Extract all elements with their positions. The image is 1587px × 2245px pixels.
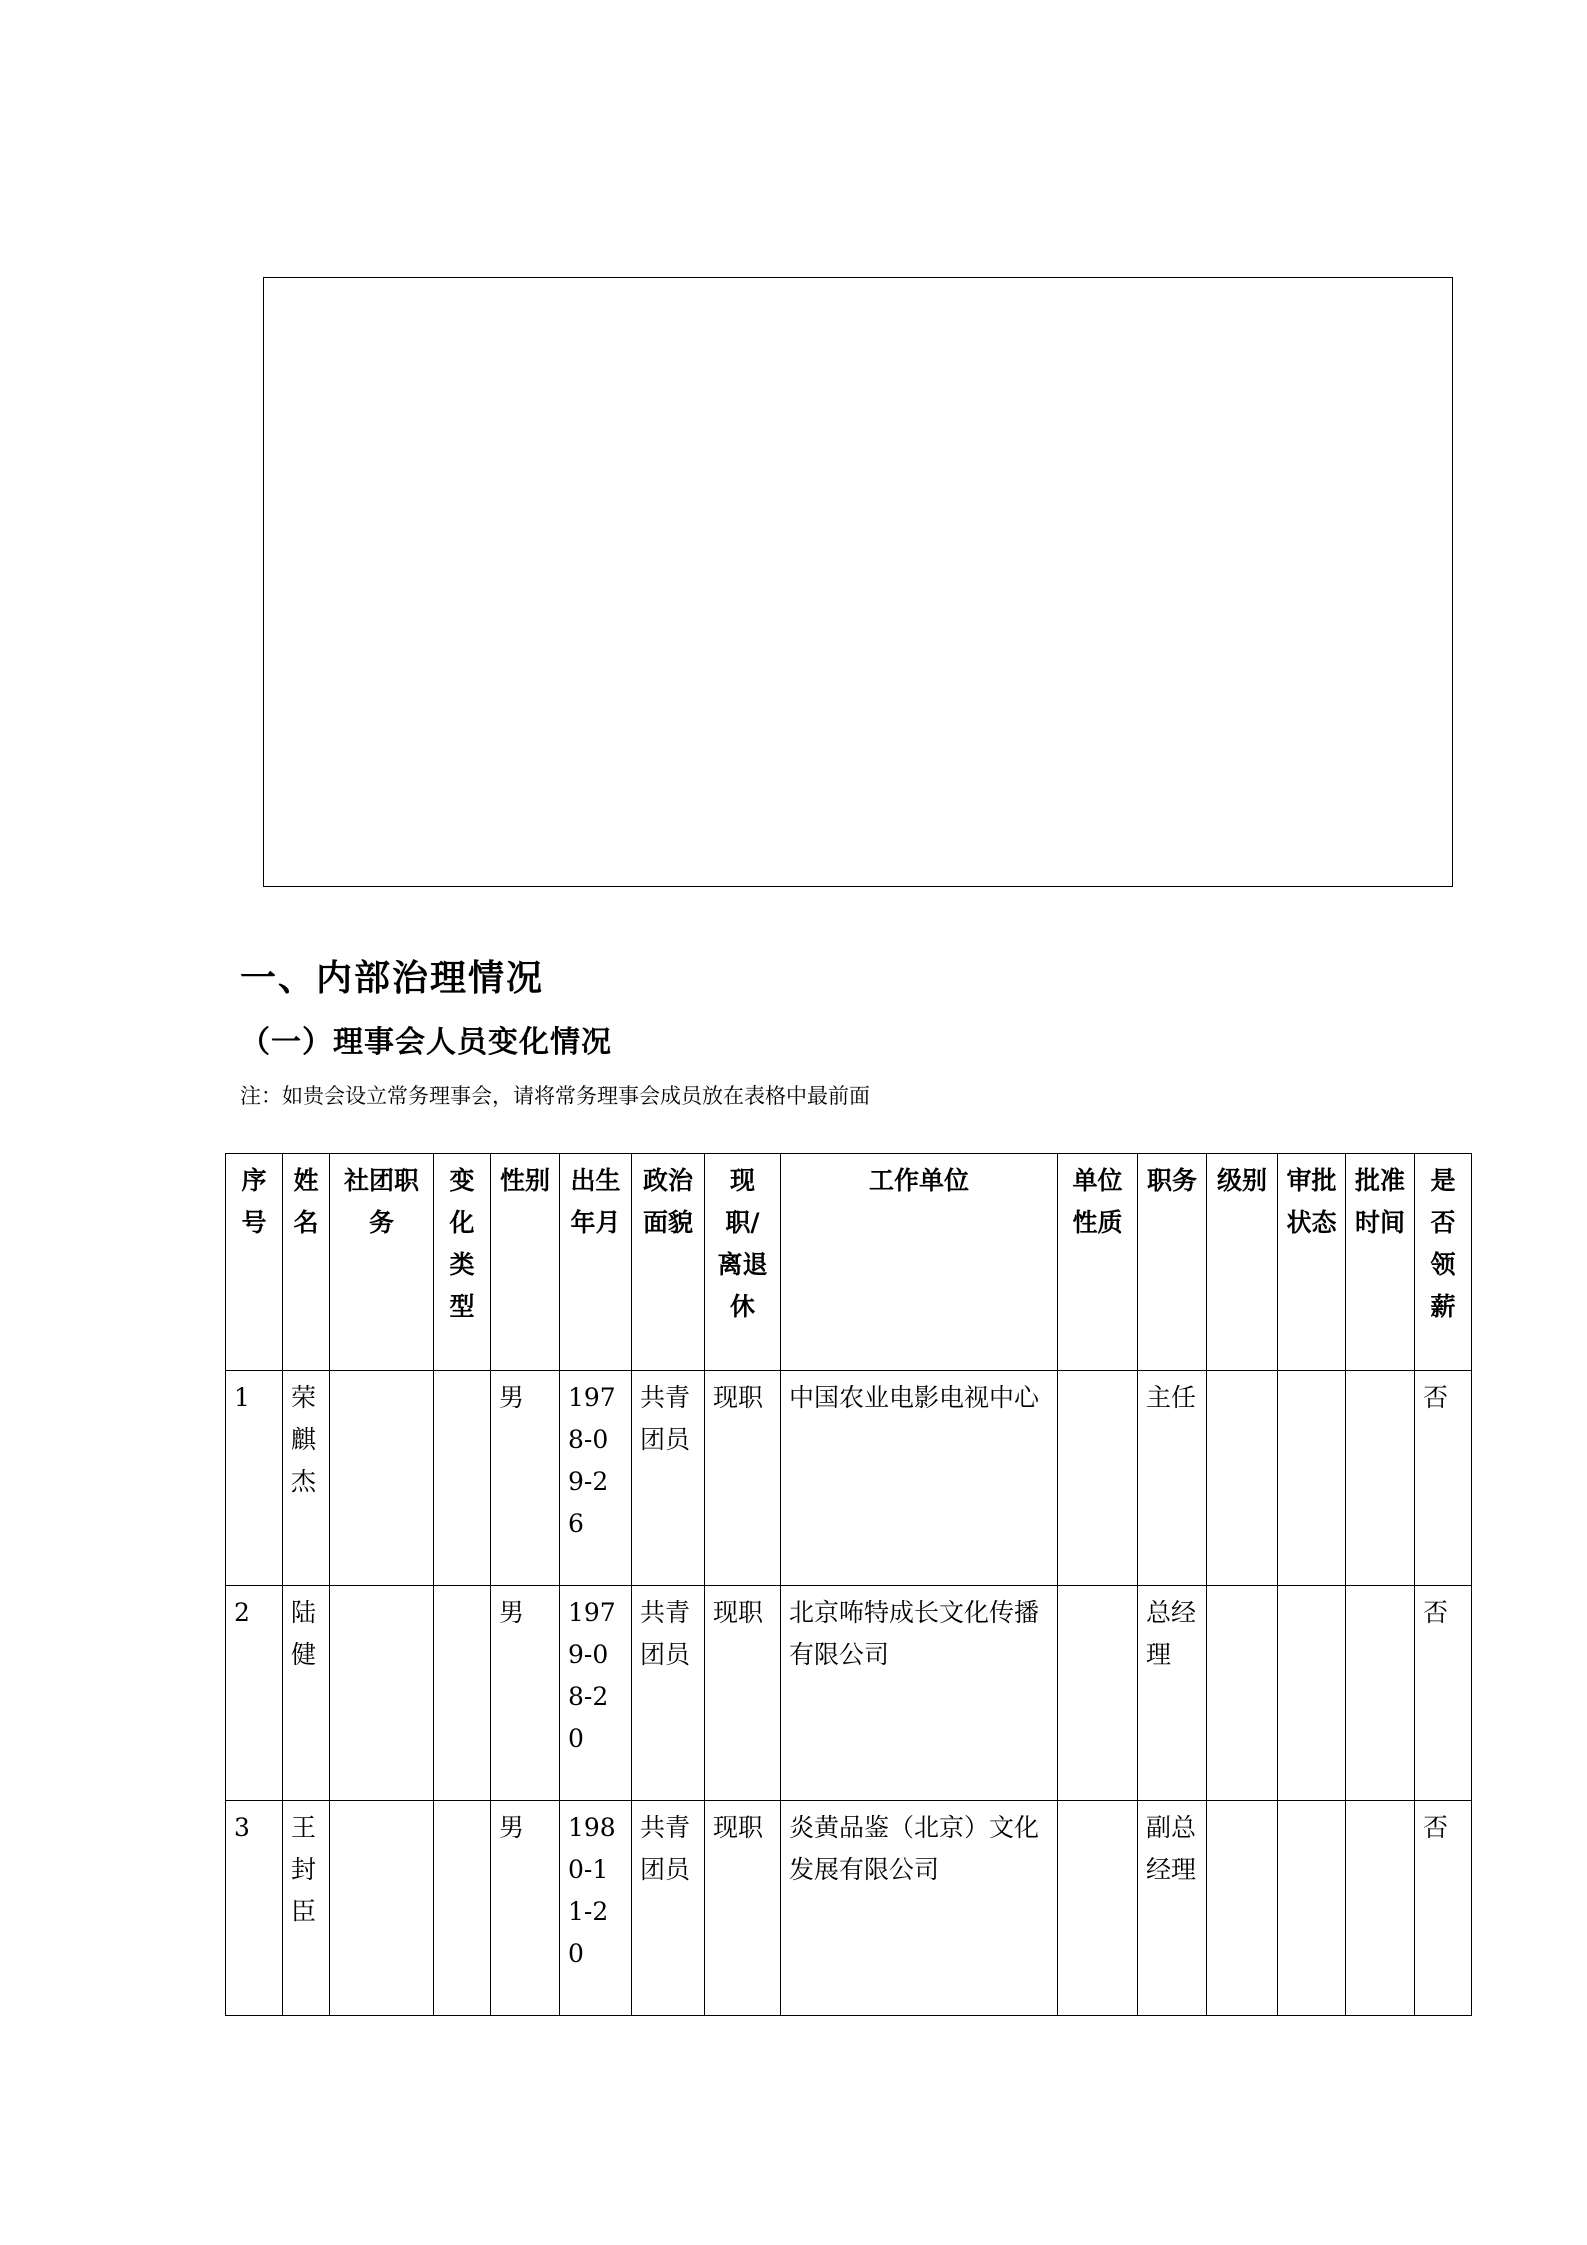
cell-birth: 1978-09-26 [560,1371,632,1586]
cell-change-type [434,1801,491,2016]
cell-level [1207,1801,1278,2016]
cell-role [330,1801,434,2016]
header-cell: 级别 [1207,1154,1278,1371]
cell-change-type [434,1371,491,1586]
header-cell: 批准时间 [1346,1154,1415,1371]
section-title: 一、内部治理情况 [240,957,545,999]
council-members-table [225,1153,1472,2016]
header-cell: 职务 [1138,1154,1207,1371]
cell-role [330,1586,434,1801]
cell-index: 2 [226,1586,283,1801]
cell-level [1207,1586,1278,1801]
section-subtitle: （一）理事会人员变化情况 [240,1025,612,1060]
section-note: 注：如贵会设立常务理事会，请将常务理事会成员放在表格中最前面 [240,1084,870,1108]
cell-political: 共青团员 [632,1586,705,1801]
cell-approval-time [1346,1371,1415,1586]
cell-salary: 否 [1415,1801,1472,2016]
cell-approval-status [1278,1371,1346,1586]
cell-position: 主任 [1138,1371,1207,1586]
cell-employer: 炎黄品鉴（北京）文化发展有限公司 [781,1801,1058,2016]
cell-political: 共青团员 [632,1801,705,2016]
cell-salary: 否 [1415,1586,1472,1801]
cell-employer-type [1058,1801,1138,2016]
cell-level [1207,1371,1278,1586]
header-cell: 工作单位 [781,1154,1058,1371]
cell-index: 1 [226,1371,283,1586]
cell-employer: 北京咘特成长文化传播有限公司 [781,1586,1058,1801]
header-cell: 单位性质 [1058,1154,1138,1371]
cell-gender: 男 [491,1586,560,1801]
cell-status: 现职 [705,1801,781,2016]
header-cell: 姓名 [283,1154,330,1371]
header-cell: 序号 [226,1154,283,1371]
header-cell: 社团职务 [330,1154,434,1371]
cell-status: 现职 [705,1586,781,1801]
table-row [226,1801,1472,2016]
cell-position: 副总经理 [1138,1801,1207,2016]
header-cell: 是否领薪 [1415,1154,1472,1371]
cell-salary: 否 [1415,1371,1472,1586]
header-cell: 审批状态 [1278,1154,1346,1371]
cell-index: 3 [226,1801,283,2016]
table-row [226,1371,1472,1586]
header-cell: 出生年月 [560,1154,632,1371]
header-cell: 性别 [491,1154,560,1371]
cell-approval-time [1346,1586,1415,1801]
cell-status: 现职 [705,1371,781,1586]
table-row [226,1586,1472,1801]
cell-employer: 中国农业电影电视中心 [781,1371,1058,1586]
header-cell: 变化类型 [434,1154,491,1371]
cell-employer-type [1058,1371,1138,1586]
cell-approval-time [1346,1801,1415,2016]
cell-approval-status [1278,1801,1346,2016]
cell-role [330,1371,434,1586]
cell-change-type [434,1586,491,1801]
cell-gender: 男 [491,1801,560,2016]
cell-name: 荣麒杰 [283,1371,330,1586]
cell-birth: 1979-08-20 [560,1586,632,1801]
cell-position: 总经理 [1138,1586,1207,1801]
cell-gender: 男 [491,1371,560,1586]
cell-name: 陆健 [283,1586,330,1801]
cell-political: 共青团员 [632,1371,705,1586]
cell-birth: 1980-11-20 [560,1801,632,2016]
cell-approval-status [1278,1586,1346,1801]
header-cell: 政治面貌 [632,1154,705,1371]
cell-name: 王封臣 [283,1801,330,2016]
header-cell: 现职/离退休 [705,1154,781,1371]
cell-employer-type [1058,1586,1138,1801]
table-header-row [226,1154,1472,1371]
empty-content-box [263,277,1453,887]
